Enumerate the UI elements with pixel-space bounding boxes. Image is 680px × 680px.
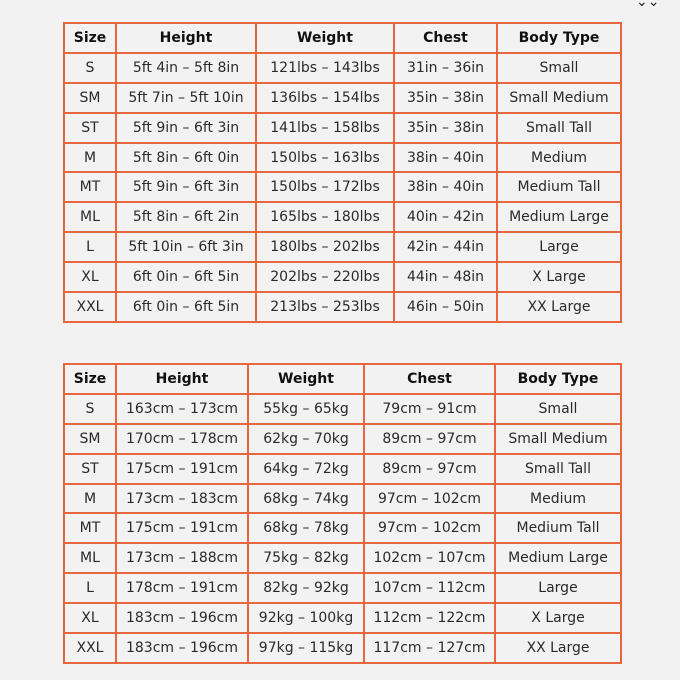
- height-cell: 178cm – 191cm: [116, 573, 248, 603]
- weight-cell: 55kg – 65kg: [248, 394, 364, 424]
- metric-table-body: [64, 394, 621, 663]
- table-row: [64, 53, 621, 83]
- body-type-cell: Large: [495, 573, 621, 603]
- size-cell: M: [64, 143, 116, 173]
- height-cell: 5ft 7in – 5ft 10in: [116, 83, 256, 113]
- chevron-icon[interactable]: ⌄⌄: [636, 0, 660, 10]
- column-header-body-type: Body Type: [497, 23, 621, 53]
- table-row: [64, 202, 621, 232]
- chest-cell: 38in – 40in: [394, 143, 497, 173]
- size-cell: SM: [64, 424, 116, 454]
- weight-cell: 75kg – 82kg: [248, 543, 364, 573]
- table-row: [64, 292, 621, 322]
- body-type-cell: Small: [497, 53, 621, 83]
- weight-cell: 68kg – 74kg: [248, 484, 364, 514]
- height-cell: 163cm – 173cm: [116, 394, 248, 424]
- table-row: [64, 232, 621, 262]
- chest-cell: 35in – 38in: [394, 83, 497, 113]
- height-cell: 5ft 8in – 6ft 2in: [116, 202, 256, 232]
- weight-cell: 64kg – 72kg: [248, 454, 364, 484]
- weight-cell: 62kg – 70kg: [248, 424, 364, 454]
- height-cell: 5ft 8in – 6ft 0in: [116, 143, 256, 173]
- chest-cell: 35in – 38in: [394, 113, 497, 143]
- table-row: [64, 113, 621, 143]
- height-cell: 175cm – 191cm: [116, 513, 248, 543]
- table-row: [64, 394, 621, 424]
- column-header-height: Height: [116, 364, 248, 394]
- weight-cell: 97kg – 115kg: [248, 633, 364, 663]
- size-cell: XL: [64, 603, 116, 633]
- size-cell: SM: [64, 83, 116, 113]
- size-cell: S: [64, 394, 116, 424]
- chest-cell: 97cm – 102cm: [364, 513, 495, 543]
- chest-cell: 107cm – 112cm: [364, 573, 495, 603]
- weight-cell: 141lbs – 158lbs: [256, 113, 394, 143]
- height-cell: 175cm – 191cm: [116, 454, 248, 484]
- body-type-cell: Large: [497, 232, 621, 262]
- size-cell: L: [64, 232, 116, 262]
- size-cell: ST: [64, 454, 116, 484]
- table-row: [64, 484, 621, 514]
- chest-cell: 117cm – 127cm: [364, 633, 495, 663]
- column-header-size: Size: [64, 364, 116, 394]
- height-cell: 5ft 9in – 6ft 3in: [116, 113, 256, 143]
- weight-cell: 150lbs – 163lbs: [256, 143, 394, 173]
- column-header-weight: Weight: [256, 23, 394, 53]
- table-row: [64, 262, 621, 292]
- table-row: [64, 543, 621, 573]
- chest-cell: 102cm – 107cm: [364, 543, 495, 573]
- table-row: [64, 513, 621, 543]
- size-cell: M: [64, 484, 116, 514]
- body-type-cell: X Large: [495, 603, 621, 633]
- table-row: [64, 172, 621, 202]
- column-header-chest: Chest: [394, 23, 497, 53]
- height-cell: 5ft 4in – 5ft 8in: [116, 53, 256, 83]
- table-header-row: [64, 364, 621, 394]
- size-cell: XXL: [64, 633, 116, 663]
- size-cell: ST: [64, 113, 116, 143]
- height-cell: 6ft 0in – 6ft 5in: [116, 262, 256, 292]
- chest-cell: 31in – 36in: [394, 53, 497, 83]
- chest-cell: 89cm – 97cm: [364, 424, 495, 454]
- imperial-table-body: [64, 53, 621, 322]
- table-row: [64, 83, 621, 113]
- body-type-cell: XX Large: [497, 292, 621, 322]
- weight-cell: 150lbs – 172lbs: [256, 172, 394, 202]
- table-header-row: [64, 23, 621, 53]
- body-type-cell: Small Tall: [497, 113, 621, 143]
- weight-cell: 92kg – 100kg: [248, 603, 364, 633]
- height-cell: 5ft 9in – 6ft 3in: [116, 172, 256, 202]
- weight-cell: 121lbs – 143lbs: [256, 53, 394, 83]
- body-type-cell: Medium Tall: [495, 513, 621, 543]
- table-row: [64, 573, 621, 603]
- size-cell: L: [64, 573, 116, 603]
- body-type-cell: Medium Large: [497, 202, 621, 232]
- weight-cell: 202lbs – 220lbs: [256, 262, 394, 292]
- chest-cell: 40in – 42in: [394, 202, 497, 232]
- height-cell: 173cm – 188cm: [116, 543, 248, 573]
- chest-cell: 79cm – 91cm: [364, 394, 495, 424]
- height-cell: 6ft 0in – 6ft 5in: [116, 292, 256, 322]
- weight-cell: 136lbs – 154lbs: [256, 83, 394, 113]
- height-cell: 183cm – 196cm: [116, 633, 248, 663]
- body-type-cell: Medium Large: [495, 543, 621, 573]
- body-type-cell: Medium: [497, 143, 621, 173]
- body-type-cell: X Large: [497, 262, 621, 292]
- chest-cell: 38in – 40in: [394, 172, 497, 202]
- metric-size-table: [63, 363, 622, 664]
- chest-cell: 44in – 48in: [394, 262, 497, 292]
- height-cell: 173cm – 183cm: [116, 484, 248, 514]
- weight-cell: 180lbs – 202lbs: [256, 232, 394, 262]
- size-cell: XXL: [64, 292, 116, 322]
- chest-cell: 42in – 44in: [394, 232, 497, 262]
- size-cell: ML: [64, 543, 116, 573]
- table-row: [64, 633, 621, 663]
- size-cell: XL: [64, 262, 116, 292]
- table-row: [64, 603, 621, 633]
- body-type-cell: Small Medium: [497, 83, 621, 113]
- size-cell: S: [64, 53, 116, 83]
- body-type-cell: Medium: [495, 484, 621, 514]
- size-cell: MT: [64, 513, 116, 543]
- weight-cell: 165lbs – 180lbs: [256, 202, 394, 232]
- column-header-height: Height: [116, 23, 256, 53]
- size-cell: ML: [64, 202, 116, 232]
- weight-cell: 68kg – 78kg: [248, 513, 364, 543]
- chest-cell: 97cm – 102cm: [364, 484, 495, 514]
- column-header-chest: Chest: [364, 364, 495, 394]
- body-type-cell: Small: [495, 394, 621, 424]
- height-cell: 5ft 10in – 6ft 3in: [116, 232, 256, 262]
- body-type-cell: XX Large: [495, 633, 621, 663]
- body-type-cell: Small Tall: [495, 454, 621, 484]
- body-type-cell: Small Medium: [495, 424, 621, 454]
- height-cell: 170cm – 178cm: [116, 424, 248, 454]
- table-row: [64, 143, 621, 173]
- height-cell: 183cm – 196cm: [116, 603, 248, 633]
- imperial-size-table: [63, 22, 622, 323]
- weight-cell: 213lbs – 253lbs: [256, 292, 394, 322]
- table-row: [64, 424, 621, 454]
- chest-cell: 112cm – 122cm: [364, 603, 495, 633]
- chest-cell: 89cm – 97cm: [364, 454, 495, 484]
- column-header-weight: Weight: [248, 364, 364, 394]
- chest-cell: 46in – 50in: [394, 292, 497, 322]
- column-header-body-type: Body Type: [495, 364, 621, 394]
- column-header-size: Size: [64, 23, 116, 53]
- body-type-cell: Medium Tall: [497, 172, 621, 202]
- table-row: [64, 454, 621, 484]
- weight-cell: 82kg – 92kg: [248, 573, 364, 603]
- size-cell: MT: [64, 172, 116, 202]
